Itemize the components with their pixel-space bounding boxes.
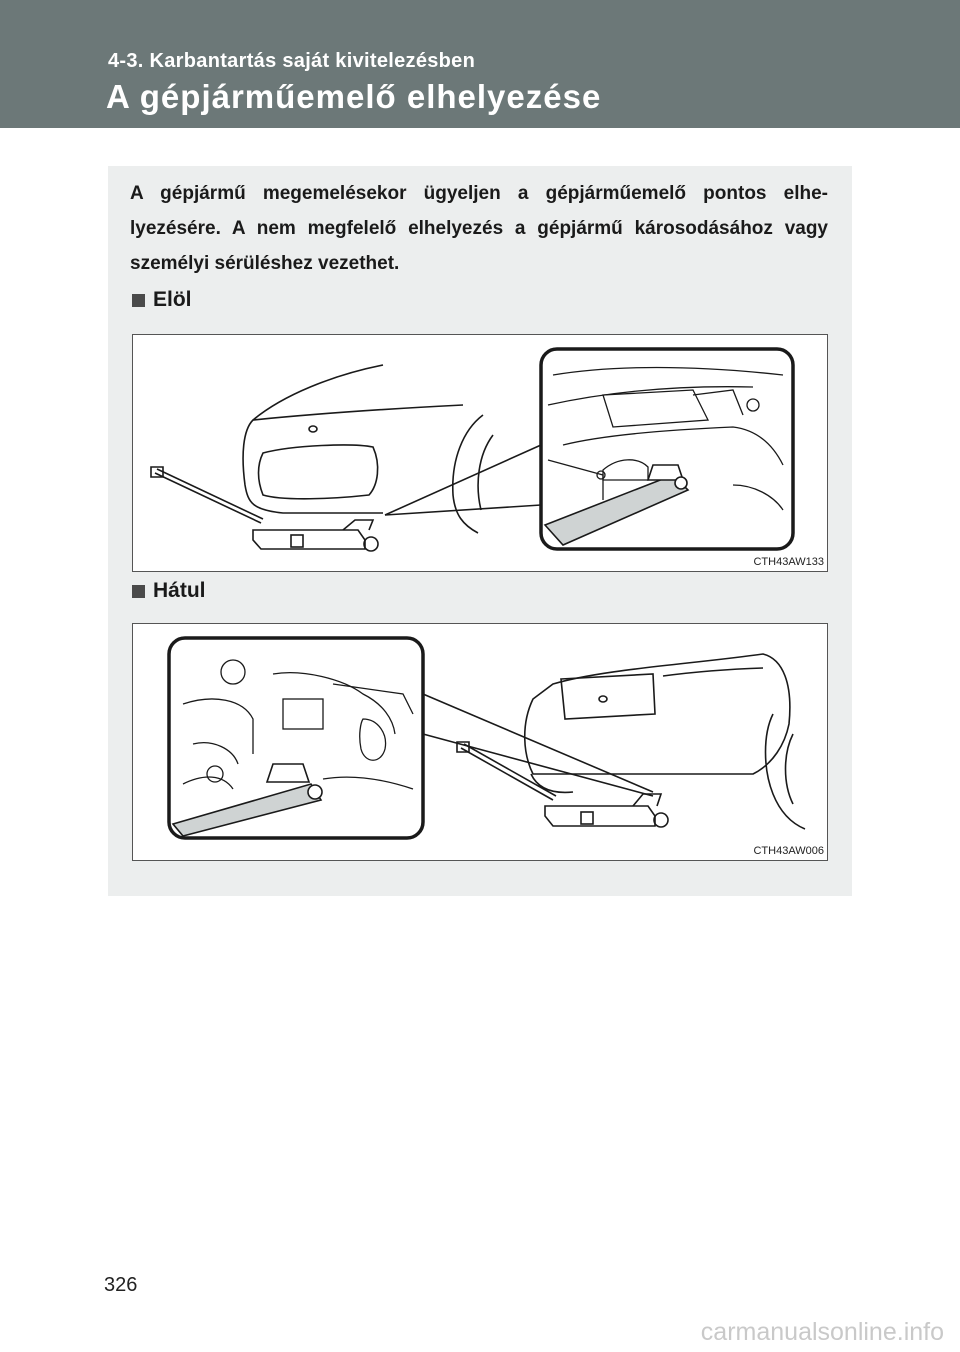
section-label: 4-3. Karbantartás saját kivitelezésben bbox=[108, 50, 476, 72]
front-figure-code: CTH43AW133 bbox=[753, 556, 824, 568]
front-heading-label: Elöl bbox=[153, 288, 192, 311]
chapter-header bbox=[0, 0, 960, 128]
content-box bbox=[108, 166, 852, 896]
rear-heading bbox=[132, 579, 206, 603]
rear-figure-code: CTH43AW006 bbox=[753, 845, 824, 857]
front-heading bbox=[132, 288, 192, 312]
square-bullet-icon bbox=[132, 294, 145, 307]
page-title: A gépjárműemelő elhelyezése bbox=[106, 78, 602, 115]
rear-jack-drawing bbox=[133, 624, 827, 860]
intro-paragraph: A gépjármű megemelésekor ügyeljen a gépjárműemelő pontos elhe-lyezésére. A nem megfelelő elhelyezés a gépjármű károsodásához vagy személyi sérüléshez vezethet. bbox=[130, 183, 828, 274]
square-bullet-icon bbox=[132, 585, 145, 598]
page-number: 326 bbox=[104, 1274, 138, 1296]
rear-jack-illustration bbox=[132, 623, 828, 861]
rear-heading-label: Hátul bbox=[153, 579, 206, 602]
front-jack-illustration bbox=[132, 334, 828, 572]
front-jack-drawing bbox=[133, 335, 827, 571]
watermark: carmanualsonline.info bbox=[700, 1318, 944, 1346]
